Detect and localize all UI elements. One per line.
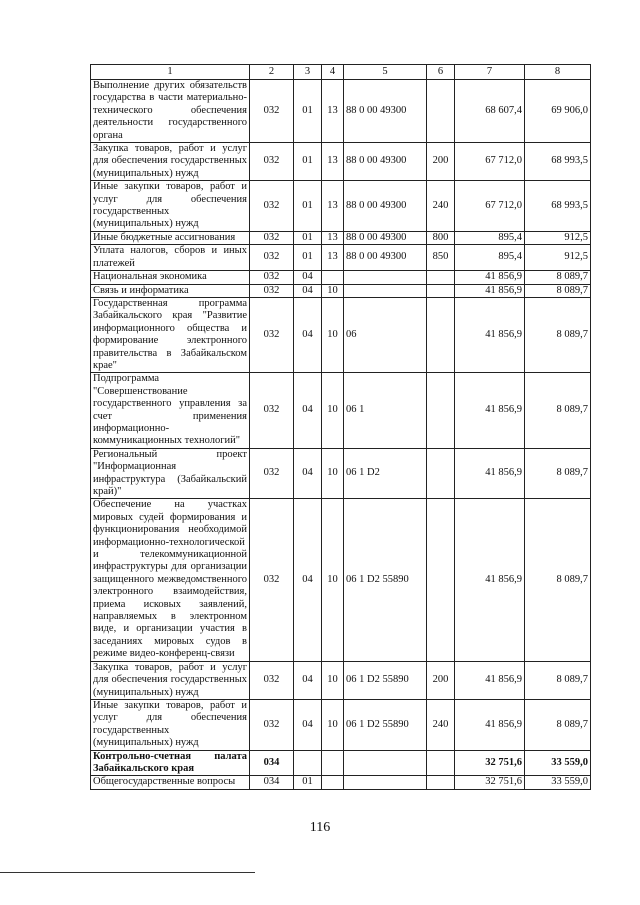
ministry-code-cell: 034 (250, 776, 294, 789)
table-row (91, 231, 591, 244)
header-cell: 6 (427, 65, 455, 80)
target-article-cell: 06 1 D2 55890 (344, 661, 427, 699)
header-cell: 7 (455, 65, 525, 80)
subsection-cell: 13 (322, 245, 344, 271)
target-article-cell: 06 1 D2 55890 (344, 499, 427, 661)
target-article-cell: 06 1 (344, 373, 427, 448)
section-cell (294, 750, 322, 776)
table-row (91, 80, 591, 143)
header-cell: 5 (344, 65, 427, 80)
amount-year2-cell: 8 089,7 (525, 297, 591, 372)
amount-year2-cell: 8 089,7 (525, 448, 591, 499)
amount-year2-cell: 68 993,5 (525, 181, 591, 232)
amount-year2-cell: 33 559,0 (525, 750, 591, 776)
section-cell: 04 (294, 699, 322, 750)
header-cell: 8 (525, 65, 591, 80)
subsection-cell (322, 750, 344, 776)
ministry-code-cell: 032 (250, 284, 294, 297)
subsection-cell: 10 (322, 448, 344, 499)
target-article-cell (344, 776, 427, 789)
table-row (91, 373, 591, 448)
amount-year2-cell: 8 089,7 (525, 699, 591, 750)
target-article-cell: 06 (344, 297, 427, 372)
subsection-cell (322, 271, 344, 284)
table-row (91, 271, 591, 284)
table-row (91, 776, 591, 789)
amount-year2-cell: 69 906,0 (525, 80, 591, 143)
table-row (91, 499, 591, 661)
subsection-cell: 10 (322, 284, 344, 297)
ministry-code-cell: 032 (250, 661, 294, 699)
subsection-cell: 13 (322, 80, 344, 143)
expense-type-cell (427, 448, 455, 499)
section-cell: 01 (294, 776, 322, 789)
ministry-code-cell: 032 (250, 245, 294, 271)
table-row (91, 297, 591, 372)
target-article-cell: 88 0 00 49300 (344, 245, 427, 271)
table-row (91, 181, 591, 232)
subsection-cell: 10 (322, 499, 344, 661)
row-name-cell: Национальная экономика (91, 271, 250, 284)
row-name-cell: Обеспечение на участках мировых судей формирования и функционирования необходимой информационно-технологической и телекоммуникационной инфраструктуры для организации защищенного межведомственного электронного взаимодействия, приема исковых заявлений, направляемых в электронном виде, и организации участия в заседаниях мировых судов в режиме видео-конференц-связи (91, 499, 250, 661)
target-article-cell: 88 0 00 49300 (344, 231, 427, 244)
ministry-code-cell: 032 (250, 271, 294, 284)
row-name-cell: Региональный проект "Информационная инфраструктура (Забайкальский край)" (91, 448, 250, 499)
expense-type-cell (427, 271, 455, 284)
target-article-cell (344, 284, 427, 297)
expense-type-cell (427, 297, 455, 372)
amount-year2-cell: 8 089,7 (525, 271, 591, 284)
expense-type-cell (427, 499, 455, 661)
target-article-cell (344, 271, 427, 284)
subsection-cell (322, 776, 344, 789)
expense-type-cell (427, 373, 455, 448)
expense-type-cell (427, 776, 455, 789)
amount-year1-cell: 32 751,6 (455, 750, 525, 776)
target-article-cell: 88 0 00 49300 (344, 143, 427, 181)
amount-year2-cell: 33 559,0 (525, 776, 591, 789)
header-cell: 1 (91, 65, 250, 80)
subsection-cell: 10 (322, 297, 344, 372)
target-article-cell: 88 0 00 49300 (344, 181, 427, 232)
section-cell: 04 (294, 661, 322, 699)
expense-type-cell: 200 (427, 143, 455, 181)
section-cell: 01 (294, 245, 322, 271)
row-name-cell: Государственная программа Забайкальского края "Развитие информационного общества и формирование электронного правительства в Забайкальском крае" (91, 297, 250, 372)
section-cell: 04 (294, 297, 322, 372)
table-row (91, 245, 591, 271)
amount-year1-cell: 67 712,0 (455, 143, 525, 181)
table-row (91, 750, 591, 776)
section-cell: 04 (294, 271, 322, 284)
amount-year1-cell: 32 751,6 (455, 776, 525, 789)
amount-year1-cell: 41 856,9 (455, 297, 525, 372)
expense-type-cell: 850 (427, 245, 455, 271)
section-cell: 04 (294, 499, 322, 661)
table-row (91, 284, 591, 297)
row-name-cell: Контрольно-счетная палата Забайкальского края (91, 750, 250, 776)
amount-year1-cell: 41 856,9 (455, 284, 525, 297)
row-name-cell: Иные закупки товаров, работ и услуг для обеспечения государственных (муниципальных) нужд (91, 181, 250, 232)
table-row (91, 699, 591, 750)
ministry-code-cell: 032 (250, 448, 294, 499)
ministry-code-cell: 032 (250, 231, 294, 244)
subsection-cell: 13 (322, 181, 344, 232)
amount-year2-cell: 8 089,7 (525, 373, 591, 448)
row-name-cell: Закупка товаров, работ и услуг для обеспечения государственных (муниципальных) нужд (91, 661, 250, 699)
row-name-cell: Иные закупки товаров, работ и услуг для обеспечения государственных (муниципальных) нужд (91, 699, 250, 750)
ministry-code-cell: 032 (250, 143, 294, 181)
ministry-code-cell: 034 (250, 750, 294, 776)
ministry-code-cell: 032 (250, 699, 294, 750)
target-article-cell: 06 1 D2 (344, 448, 427, 499)
section-cell: 01 (294, 231, 322, 244)
amount-year1-cell: 41 856,9 (455, 661, 525, 699)
section-cell: 01 (294, 143, 322, 181)
expense-type-cell: 240 (427, 699, 455, 750)
header-cell: 4 (322, 65, 344, 80)
subsection-cell: 10 (322, 373, 344, 448)
section-cell: 04 (294, 284, 322, 297)
table-row (91, 448, 591, 499)
amount-year1-cell: 41 856,9 (455, 373, 525, 448)
row-name-cell: Иные бюджетные ассигнования (91, 231, 250, 244)
subsection-cell: 13 (322, 231, 344, 244)
amount-year1-cell: 895,4 (455, 231, 525, 244)
section-cell: 04 (294, 373, 322, 448)
section-cell: 01 (294, 80, 322, 143)
amount-year2-cell: 8 089,7 (525, 284, 591, 297)
footer-rule (0, 872, 255, 873)
table-body (91, 65, 591, 790)
page-number: 116 (309, 820, 331, 835)
expense-type-cell: 800 (427, 231, 455, 244)
section-cell: 04 (294, 448, 322, 499)
expense-type-cell: 240 (427, 181, 455, 232)
amount-year1-cell: 67 712,0 (455, 181, 525, 232)
ministry-code-cell: 032 (250, 297, 294, 372)
row-name-cell: Подпрограмма "Совершенствование государственного управления за счет применения информационно-коммуникационных технологий" (91, 373, 250, 448)
target-article-cell (344, 750, 427, 776)
header-cell: 2 (250, 65, 294, 80)
expense-type-cell (427, 750, 455, 776)
subsection-cell: 10 (322, 661, 344, 699)
amount-year1-cell: 41 856,9 (455, 448, 525, 499)
amount-year1-cell: 895,4 (455, 245, 525, 271)
amount-year2-cell: 8 089,7 (525, 661, 591, 699)
expense-type-cell (427, 284, 455, 297)
amount-year1-cell: 68 607,4 (455, 80, 525, 143)
header-cell: 3 (294, 65, 322, 80)
amount-year2-cell: 912,5 (525, 231, 591, 244)
row-name-cell: Выполнение других обязательств государства в части материально-технического обеспечения деятельности государственного органа (91, 80, 250, 143)
row-name-cell: Уплата налогов, сборов и иных платежей (91, 245, 250, 271)
target-article-cell: 88 0 00 49300 (344, 80, 427, 143)
ministry-code-cell: 032 (250, 373, 294, 448)
expense-type-cell: 200 (427, 661, 455, 699)
expense-type-cell (427, 80, 455, 143)
amount-year2-cell: 8 089,7 (525, 499, 591, 661)
amount-year2-cell: 912,5 (525, 245, 591, 271)
ministry-code-cell: 032 (250, 80, 294, 143)
table-row (91, 143, 591, 181)
subsection-cell: 10 (322, 699, 344, 750)
amount-year1-cell: 41 856,9 (455, 271, 525, 284)
ministry-code-cell: 032 (250, 499, 294, 661)
ministry-code-cell: 032 (250, 181, 294, 232)
budget-table (90, 64, 591, 790)
section-cell: 01 (294, 181, 322, 232)
table-header-row (91, 65, 591, 80)
subsection-cell: 13 (322, 143, 344, 181)
target-article-cell: 06 1 D2 55890 (344, 699, 427, 750)
amount-year1-cell: 41 856,9 (455, 499, 525, 661)
amount-year2-cell: 68 993,5 (525, 143, 591, 181)
row-name-cell: Закупка товаров, работ и услуг для обеспечения государственных (муниципальных) нужд (91, 143, 250, 181)
row-name-cell: Связь и информатика (91, 284, 250, 297)
table-row (91, 661, 591, 699)
row-name-cell: Общегосударственные вопросы (91, 776, 250, 789)
amount-year1-cell: 41 856,9 (455, 699, 525, 750)
